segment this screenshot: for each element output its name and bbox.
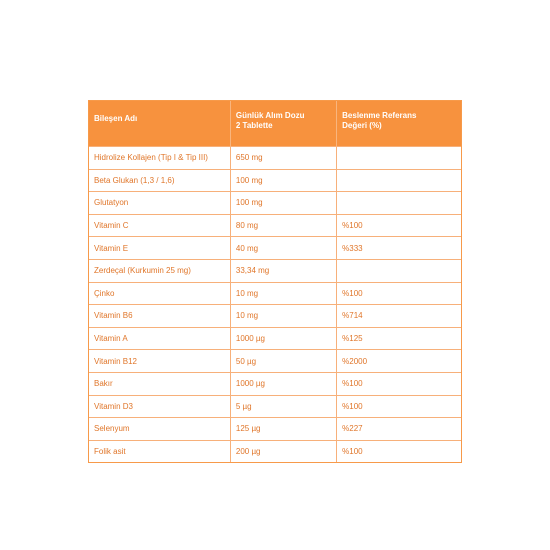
cell-reference-value: %125 <box>337 327 461 350</box>
cell-ingredient-name: Bakır <box>89 372 230 395</box>
cell-daily-dose: 40 mg <box>230 237 336 260</box>
cell-ingredient-name: Folik asit <box>89 440 230 462</box>
cell-daily-dose: 100 mg <box>230 169 336 192</box>
table-row <box>89 395 461 418</box>
cell-daily-dose: 200 µg <box>230 440 336 462</box>
table-row <box>89 372 461 395</box>
table-row <box>89 192 461 215</box>
cell-ingredient-name: Vitamin C <box>89 214 230 237</box>
cell-ingredient-name: Vitamin B6 <box>89 305 230 328</box>
cell-ingredient-name: Vitamin B12 <box>89 350 230 373</box>
cell-daily-dose: 50 µg <box>230 350 336 373</box>
cell-reference-value <box>337 192 461 215</box>
cell-reference-value <box>337 259 461 282</box>
cell-daily-dose: 1000 µg <box>230 372 336 395</box>
cell-reference-value: %714 <box>337 305 461 328</box>
table-row <box>89 169 461 192</box>
cell-daily-dose: 80 mg <box>230 214 336 237</box>
cell-reference-value: %100 <box>337 440 461 462</box>
cell-daily-dose: 1000 µg <box>230 327 336 350</box>
cell-ingredient-name: Glutatyon <box>89 192 230 215</box>
table-header-row <box>89 101 461 147</box>
cell-daily-dose: 5 µg <box>230 395 336 418</box>
header-reference-value-line1: Beslenme Referans <box>342 111 417 120</box>
cell-ingredient-name: Hidrolize Kollajen (Tip I & Tip III) <box>89 147 230 170</box>
cell-daily-dose: 125 µg <box>230 418 336 441</box>
cell-ingredient-name: Vitamin A <box>89 327 230 350</box>
header-reference-value <box>337 101 461 147</box>
table-row <box>89 282 461 305</box>
header-daily-dose <box>230 101 336 147</box>
cell-reference-value <box>337 147 461 170</box>
table-row <box>89 214 461 237</box>
nutrition-table-container <box>88 100 462 463</box>
table-row <box>89 147 461 170</box>
table-body <box>89 147 461 463</box>
cell-ingredient-name: Selenyum <box>89 418 230 441</box>
header-ingredient-name-label: Bileşen Adı <box>94 114 138 123</box>
cell-daily-dose: 33,34 mg <box>230 259 336 282</box>
cell-ingredient-name: Zerdeçal (Kurkumin 25 mg) <box>89 259 230 282</box>
cell-reference-value: %227 <box>337 418 461 441</box>
cell-daily-dose: 10 mg <box>230 282 336 305</box>
header-daily-dose-line2: 2 Tablette <box>235 121 273 130</box>
cell-reference-value: %100 <box>337 395 461 418</box>
table-row <box>89 440 461 462</box>
nutrition-table <box>89 101 461 462</box>
cell-ingredient-name: Vitamin E <box>89 237 230 260</box>
header-daily-dose-line1: Günlük Alım Dozu <box>235 111 305 120</box>
cell-ingredient-name: Çinko <box>89 282 230 305</box>
cell-reference-value: %100 <box>337 372 461 395</box>
cell-ingredient-name: Vitamin D3 <box>89 395 230 418</box>
table-row <box>89 418 461 441</box>
cell-reference-value: %333 <box>337 237 461 260</box>
cell-reference-value <box>337 169 461 192</box>
table-row <box>89 305 461 328</box>
header-ingredient-name <box>89 101 230 147</box>
table-row <box>89 327 461 350</box>
cell-daily-dose: 10 mg <box>230 305 336 328</box>
cell-reference-value: %2000 <box>337 350 461 373</box>
table-row <box>89 259 461 282</box>
table-row <box>89 350 461 373</box>
cell-reference-value: %100 <box>337 214 461 237</box>
cell-ingredient-name: Beta Glukan (1,3 / 1,6) <box>89 169 230 192</box>
cell-reference-value: %100 <box>337 282 461 305</box>
header-reference-value-line2: Değeri (%) <box>342 121 382 130</box>
cell-daily-dose: 100 mg <box>230 192 336 215</box>
cell-daily-dose: 650 mg <box>230 147 336 170</box>
table-row <box>89 237 461 260</box>
